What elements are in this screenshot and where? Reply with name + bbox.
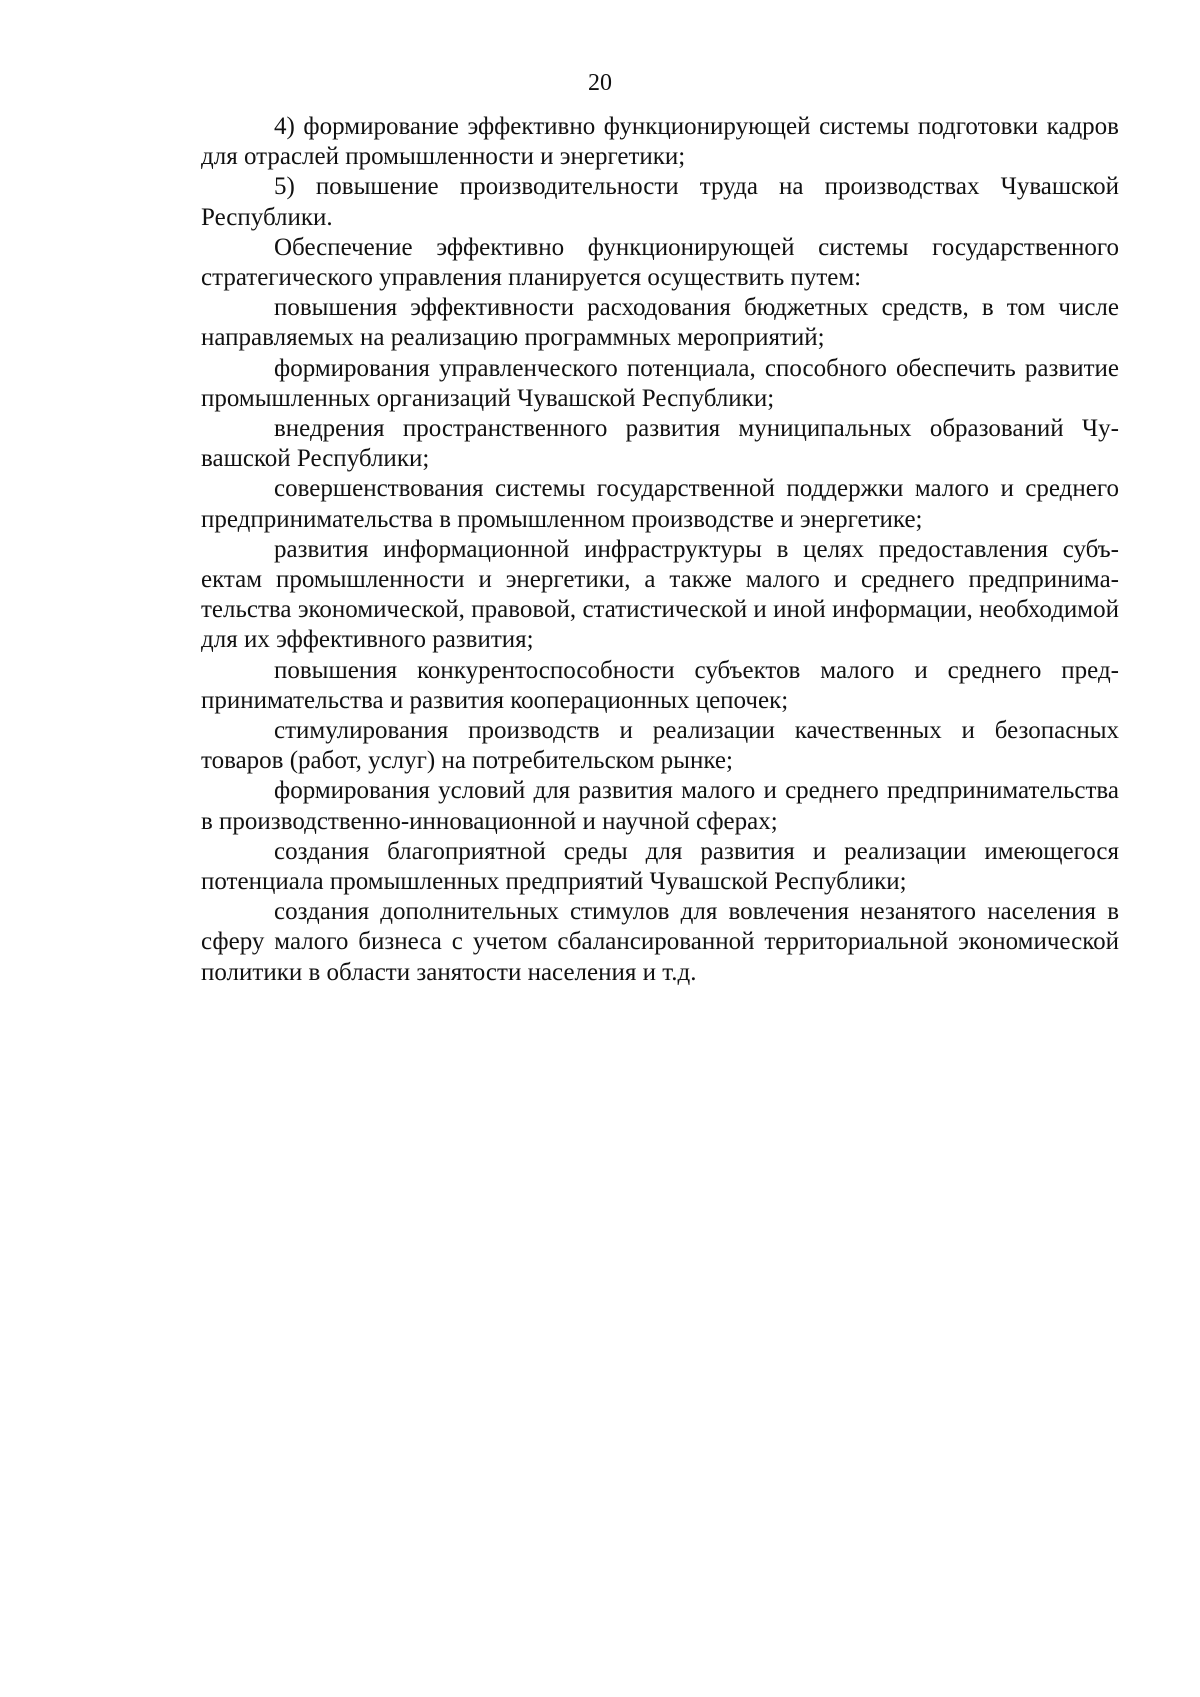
paragraph: стимулирования производств и реализации качественных и безопасных товаров (работ, услуг) на потребительском рынке; (201, 717, 1119, 775)
paragraph: Обеспечение эффективно функционирующей системы государственного стратегического управления планируется осуществить путем: (201, 233, 1119, 292)
paragraph: формирования управленческого потенциала, способного обеспечить развитие промышленных организаций Чувашской Республики; (201, 354, 1119, 412)
document-body (201, 112, 1119, 988)
page-number: 20 (588, 70, 612, 96)
paragraph: внедрения пространственного развития муниципальных образований Чувашской Республики; (201, 415, 1119, 473)
paragraph: создания дополнительных стимулов для вовлечения незанятого населения в сферу малого бизнеса с учетом сбалансированной территориальной экономической политики в области занятости населения и т.д. (201, 898, 1119, 986)
paragraph: повышения эффективности расходования бюджетных средств, в том числе направляемых на реализацию программных мероприятий; (201, 294, 1119, 352)
paragraph: повышения конкурентоспособности субъектов малого и среднего предпринимательства и развития кооперационных цепочек; (201, 656, 1119, 714)
paragraph: развития информационной инфраструктуры в целях предоставления субъектам промышленности и энергетики, а также малого и среднего предпринимательства экономической, правовой, статистической и иной информации, необходимой для их эффективного развития; (201, 535, 1119, 654)
paragraph: 5) повышение производительности труда на производствах Чувашской Республики. (201, 173, 1119, 231)
paragraph: формирования условий для развития малого и среднего предпринимательства в производственно-инновационной и научной сферах; (201, 777, 1119, 835)
paragraph: создания благоприятной среды для развития и реализации имеющегося потенциала промышленных предприятий Чувашской Республики; (201, 837, 1119, 896)
paragraph: 4) формирование эффективно функционирующей системы подготовки кадров для отраслей промышленности и энергетики; (201, 113, 1119, 171)
paragraph: совершенствования системы государственной поддержки малого и среднего предпринимательства в промышленном производстве и энергетике; (201, 475, 1119, 533)
